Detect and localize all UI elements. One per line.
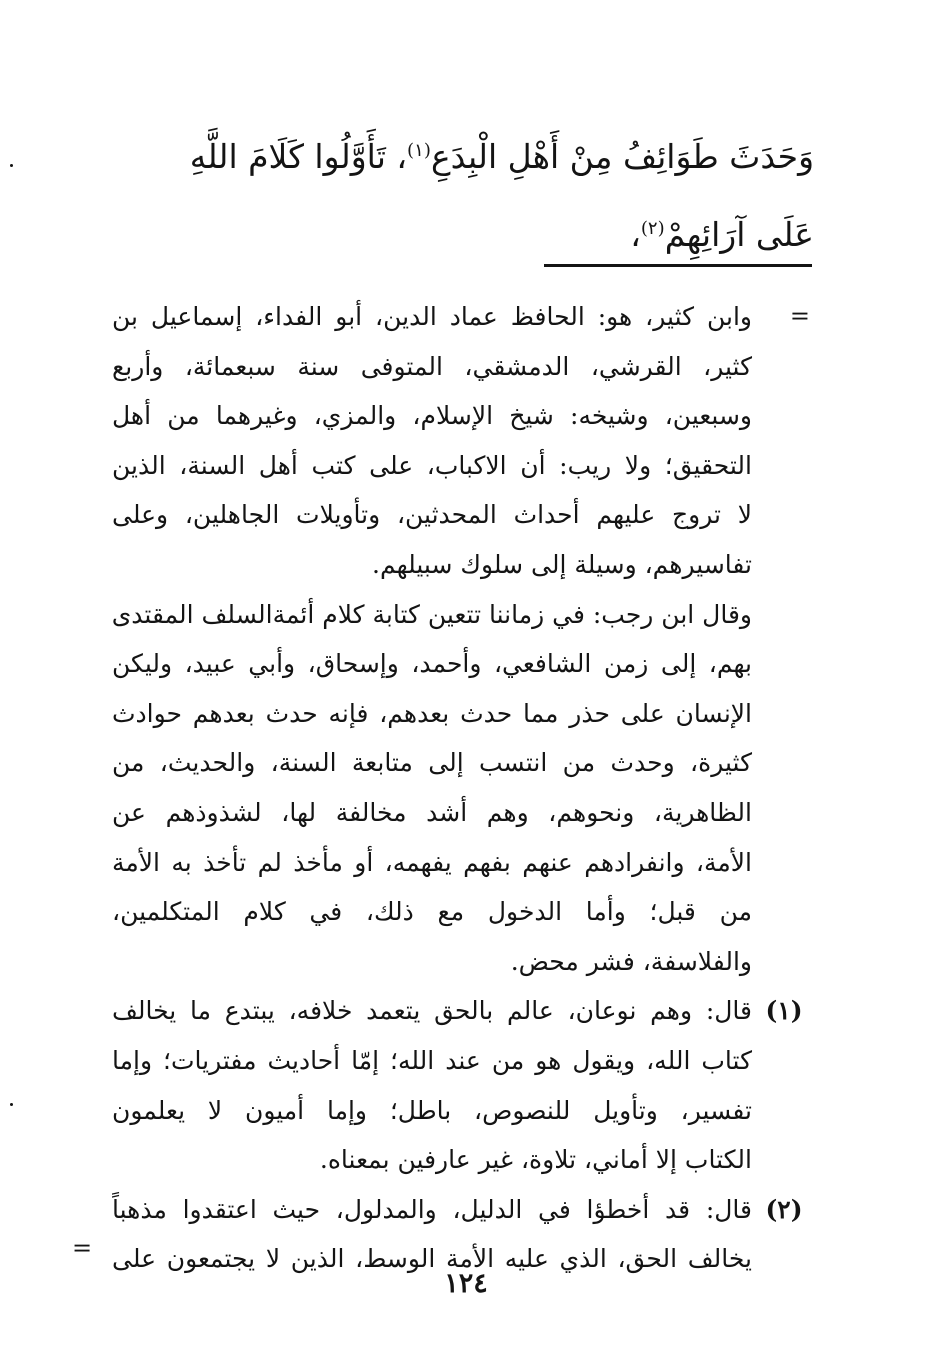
footnote-ref-2: (٢) <box>640 218 665 239</box>
footnote-line: والفلاسفة، فشر محض. <box>510 946 752 976</box>
footnote-paragraph <box>112 590 812 987</box>
footnote-line: وابن كثير، هو: الحافظ عماد الدين، أبو الفداء، إسماعيل بن <box>112 302 752 331</box>
footnote-line: الإنسان على حذر مما حدث بعدهم، فإنه حدث بعدهم حوادث <box>112 698 752 728</box>
footnote-line: كتاب الله، ويقول هو من عند الله؛ إمّا أحاديث مفتريات؛ وإما <box>112 1045 752 1075</box>
main-line-1b: ، تَأَوَّلُوا كَلَامَ اللَّهِ <box>189 137 408 176</box>
footnote-line: الكتاب إلا أماني، تلاوة، غير عارفين بمعناه. <box>319 1145 752 1175</box>
page-number: ١٢٤ <box>444 1268 488 1299</box>
footnote-ref-1: (١) <box>407 140 431 161</box>
footnote-line: لا تروج عليهم أحداث المحدثين، وتأويلات الجاهلين، وعلى <box>112 500 752 530</box>
footnote-line: وسبعين، وشيخه: شيخ الإسلام، والمزي، وغيرهما من أهل <box>112 401 752 431</box>
footnotes <box>72 292 812 1284</box>
main-line-2b: ، <box>630 215 641 254</box>
main-line-1: وَحَدَثَ طَوَائِفُ مِنْ أَهْلِ الْبِدَعِ <box>430 137 814 176</box>
footnote-separator <box>544 264 812 267</box>
footnote-line: كثيرة، وحدث من انتسب إلى متابعة السنة، والحديث، من <box>112 748 752 778</box>
footnote-continuation <box>112 292 812 590</box>
footnote-line: بهم، إلى زمن الشافعي، وأحمد، وإسحاق، وأبي عبيد، وليكن <box>112 649 752 679</box>
footnote-line: يخالف الحق، الذي عليه الأمة الوسط، الذين لا يجتمعون على <box>112 1244 752 1274</box>
main-text <box>114 118 814 274</box>
footnote-line: تفسير، وتأويل للنصوص، باطل؛ وإما أميون لا يعلمون <box>112 1095 752 1125</box>
footnote-line: الظاهرية، ونحوهم، وهم أشد مخالفة لها، لشذوذهم عن <box>112 797 752 827</box>
continuation-mark: = <box>789 302 810 330</box>
main-line-2: عَلَى آرَائِهِمْ <box>664 215 814 254</box>
footnote-1 <box>112 986 812 1184</box>
edge-mark <box>10 1103 13 1106</box>
edge-mark <box>10 164 13 167</box>
footnote-line: قال: وهم نوعان، عالم بالحق يتعمد خلافه، يبتدع ما يخالف <box>112 996 752 1026</box>
footnote-1-marker: (١) <box>765 996 803 1026</box>
footnote-line: قال: قد أخطؤا في الدليل، والمدلول، حيث اعتقدوا مذهباً <box>112 1194 752 1224</box>
footnote-2-marker: (٢) <box>765 1194 803 1224</box>
footnote-line: كثير، القرشي، الدمشقي، المتوفى سنة سبعمائة، وأربع <box>112 351 752 381</box>
footnote-line: وقال ابن رجب: في زماننا تتعين كتابة كلام أئمةالسلف المقتدى <box>112 599 752 629</box>
footnote-line: التحقيق؛ ولا ريب: أن الاكباب، على كتب أهل السنة، الذين <box>112 450 752 480</box>
footnote-line: تفاسيرهم، وسيلة إلى سلوك سبيلهم. <box>372 549 752 579</box>
continuation-end-mark: = <box>72 1234 93 1263</box>
footnote-line: من قبل؛ وأما الدخول مع ذلك، في كلام المتكلمين، <box>112 897 752 927</box>
footnote-line: الأمة، وانفرادهم عنهم بفهم يفهمه، أو مأخذ لم تأخذ به الأمة <box>112 847 752 877</box>
